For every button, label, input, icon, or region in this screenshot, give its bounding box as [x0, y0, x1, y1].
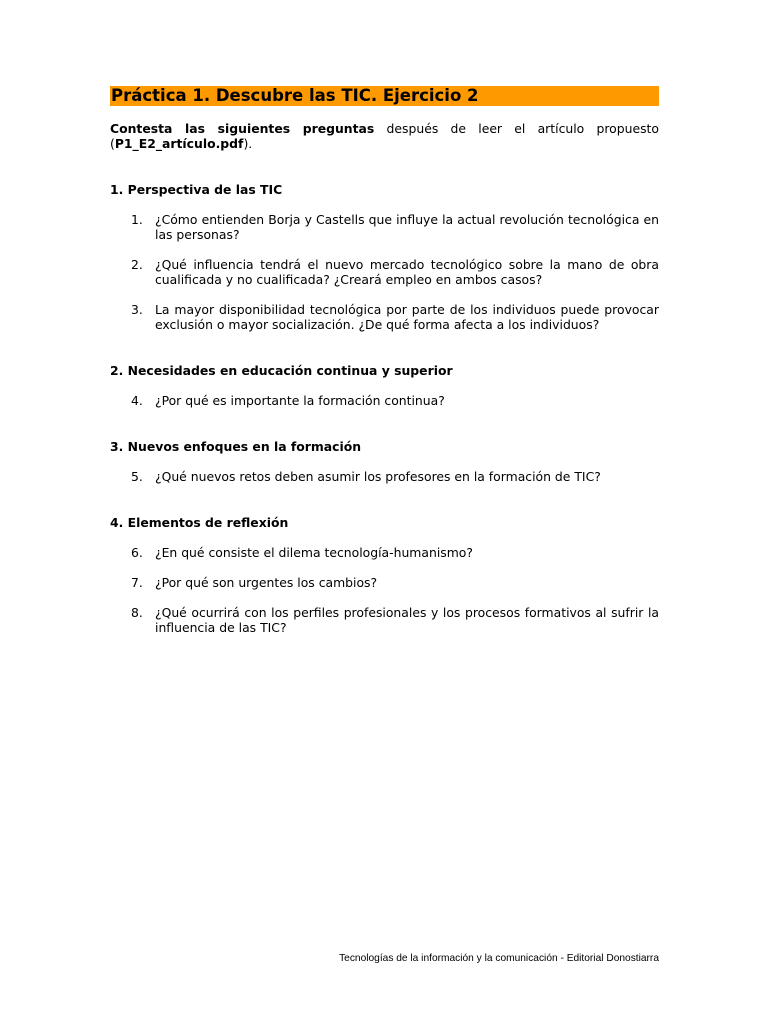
- question-item: [110, 393, 659, 408]
- question-number: 7.: [131, 575, 143, 590]
- question-list: [110, 393, 659, 408]
- section-title: 2. Necesidades en educación continua y superior: [110, 363, 453, 378]
- section-perspectiva: [110, 182, 659, 332]
- question-text: ¿Por qué son urgentes los cambios?: [155, 575, 378, 590]
- intro-paragraph: [110, 121, 659, 151]
- question-number: 1.: [131, 212, 143, 227]
- intro-text-mid: después de leer el artículo propuesto (: [110, 121, 659, 151]
- page-footer: Tecnologías de la información y la comunicación - Editorial Donostiarra: [339, 953, 659, 964]
- section-title: 4. Elementos de reflexión: [110, 515, 289, 530]
- question-text: ¿Qué nuevos retos deben asumir los profesores en la formación de TIC?: [155, 469, 601, 484]
- page-title: Práctica 1. Descubre las TIC. Ejercicio 2: [110, 86, 659, 106]
- question-number: 4.: [131, 393, 143, 408]
- intro-text-end: ).: [243, 136, 253, 151]
- intro-filename: P1_E2_artículo.pdf: [114, 136, 244, 151]
- question-number: 8.: [131, 605, 143, 620]
- question-list: [110, 212, 659, 332]
- question-text: ¿Cómo entienden Borja y Castells que influye la actual revolución tecnológica en las personas?: [155, 212, 659, 242]
- question-item: [110, 545, 659, 560]
- question-list: [110, 545, 659, 635]
- document-page: [110, 86, 659, 635]
- question-item: [110, 605, 659, 635]
- section-title: 3. Nuevos enfoques en la formación: [110, 439, 362, 454]
- question-text: ¿En qué consiste el dilema tecnología-humanismo?: [155, 545, 473, 560]
- section-reflexion: [110, 515, 659, 635]
- question-item: [110, 302, 659, 332]
- question-text: ¿Qué influencia tendrá el nuevo mercado tecnológico sobre la mano de obra cualificada y no cualificada? ¿Creará empleo en ambos casos?: [155, 257, 659, 287]
- intro-bold-lead: Contesta las siguientes preguntas: [110, 121, 375, 136]
- question-item: [110, 212, 659, 242]
- section-title: 1. Perspectiva de las TIC: [110, 182, 283, 197]
- question-item: [110, 257, 659, 287]
- section-enfoques: [110, 439, 659, 484]
- question-text: ¿Por qué es importante la formación continua?: [155, 393, 445, 408]
- question-text: La mayor disponibilidad tecnológica por parte de los individuos puede provocar exclusión o mayor socialización. ¿De qué forma afecta a los individuos?: [155, 302, 659, 332]
- question-number: 6.: [131, 545, 143, 560]
- question-number: 5.: [131, 469, 143, 484]
- question-list: [110, 469, 659, 484]
- question-item: [110, 469, 659, 484]
- section-necesidades: [110, 363, 659, 408]
- question-number: 3.: [131, 302, 143, 317]
- question-item: [110, 575, 659, 590]
- question-number: 2.: [131, 257, 143, 272]
- question-text: ¿Qué ocurrirá con los perfiles profesionales y los procesos formativos al sufrir la influencia de las TIC?: [155, 605, 659, 635]
